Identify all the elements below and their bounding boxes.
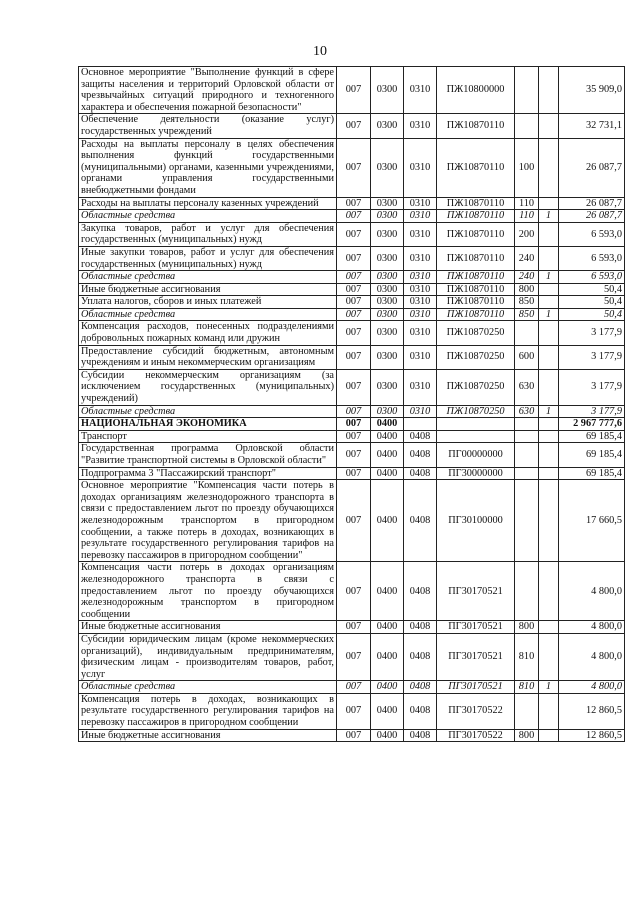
row-target-article: ПЖ10870250: [437, 405, 515, 418]
table-row: [79, 443, 625, 467]
table-row: [79, 418, 625, 431]
table-row: [79, 467, 625, 480]
row-section-code: 0400: [371, 621, 404, 634]
row-target-article: ПЖ10870110: [437, 114, 515, 138]
row-expense-type: 100: [515, 138, 539, 197]
row-subsection-code: 0408: [404, 480, 437, 562]
row-amount: 4 800,0: [559, 621, 625, 634]
row-name: Расходы на выплаты персоналу в целях обеспечения выполнения функций государственными (муниципальными) органами, казенными учреждениями, органами управления государственными внебюджетными фондами: [79, 138, 337, 197]
row-amount: 3 177,9: [559, 405, 625, 418]
row-target-article: ПЖ10870250: [437, 321, 515, 345]
row-amount: 6 593,0: [559, 246, 625, 270]
row-subsection-code: 0310: [404, 222, 437, 246]
row-grbs-code: 007: [337, 729, 371, 742]
table-row: [79, 321, 625, 345]
row-name: Компенсация расходов, понесенных подразделениями добровольных пожарных команд или дружин: [79, 321, 337, 345]
row-expense-type: 850: [515, 296, 539, 309]
table-row: [79, 369, 625, 405]
row-section-code: 0300: [371, 283, 404, 296]
row-amount: 4 800,0: [559, 633, 625, 680]
row-target-article: ПЖ10870110: [437, 271, 515, 284]
row-grbs-code: 007: [337, 467, 371, 480]
row-grbs-code: 007: [337, 693, 371, 729]
row-funding-source: [539, 321, 559, 345]
row-section-code: 0300: [371, 210, 404, 223]
row-amount: 6 593,0: [559, 222, 625, 246]
table-row: [79, 405, 625, 418]
table-row: [79, 246, 625, 270]
row-expense-type: 810: [515, 681, 539, 694]
row-funding-source: 1: [539, 308, 559, 321]
row-amount: 2 967 777,6: [559, 418, 625, 431]
row-funding-source: 1: [539, 271, 559, 284]
row-grbs-code: 007: [337, 443, 371, 467]
row-subsection-code: [404, 418, 437, 431]
row-name: Областные средства: [79, 271, 337, 284]
row-subsection-code: 0408: [404, 467, 437, 480]
row-target-article: ПЖ10870110: [437, 138, 515, 197]
row-expense-type: 600: [515, 345, 539, 369]
row-amount: 35 909,0: [559, 67, 625, 114]
row-funding-source: [539, 467, 559, 480]
row-funding-source: [539, 480, 559, 562]
row-funding-source: [539, 369, 559, 405]
row-grbs-code: 007: [337, 562, 371, 621]
row-expense-type: 110: [515, 210, 539, 223]
row-target-article: ПГ30170522: [437, 729, 515, 742]
row-name: Обеспечение деятельности (оказание услуг) государственных учреждений: [79, 114, 337, 138]
row-grbs-code: 007: [337, 138, 371, 197]
row-section-code: 0400: [371, 418, 404, 431]
row-amount: 69 185,4: [559, 443, 625, 467]
row-grbs-code: 007: [337, 67, 371, 114]
row-grbs-code: 007: [337, 114, 371, 138]
row-grbs-code: 007: [337, 480, 371, 562]
row-amount: 12 860,5: [559, 693, 625, 729]
row-subsection-code: 0408: [404, 729, 437, 742]
row-target-article: ПЖ10870110: [437, 246, 515, 270]
row-subsection-code: 0310: [404, 308, 437, 321]
row-section-code: 0400: [371, 693, 404, 729]
row-subsection-code: 0310: [404, 296, 437, 309]
table-row: [79, 693, 625, 729]
row-expense-type: 110: [515, 197, 539, 210]
row-section-code: 0300: [371, 271, 404, 284]
row-target-article: ПЖ10870110: [437, 210, 515, 223]
row-name: Иные бюджетные ассигнования: [79, 283, 337, 296]
row-amount: 26 087,7: [559, 210, 625, 223]
row-expense-type: [515, 467, 539, 480]
row-amount: 26 087,7: [559, 197, 625, 210]
row-amount: 32 731,1: [559, 114, 625, 138]
row-target-article: ПЖ10870110: [437, 222, 515, 246]
row-section-code: 0300: [371, 369, 404, 405]
row-subsection-code: 0310: [404, 138, 437, 197]
row-funding-source: [539, 345, 559, 369]
row-target-article: ПЖ10870110: [437, 283, 515, 296]
row-section-code: 0400: [371, 467, 404, 480]
row-target-article: [437, 430, 515, 443]
row-name: Основное мероприятие "Компенсация части потерь в доходах организациям железнодорожного транспорта в связи с предоставлением льгот по проезду обучающихся железнодорожным транспортом в пригородном сообщении, а также потерь в доходах, возникающих в результате государственного регулирования тарифов на перевозку пассажиров в пригородном сообщении": [79, 480, 337, 562]
row-name: Субсидии юридическим лицам (кроме некоммерческих организаций), индивидуальным предпринимателям, физическим лицам - производителям товаров, работ, услуг: [79, 633, 337, 680]
row-expense-type: [515, 480, 539, 562]
budget-table-body: [79, 67, 625, 742]
row-expense-type: 240: [515, 271, 539, 284]
row-target-article: [437, 418, 515, 431]
row-section-code: 0400: [371, 430, 404, 443]
row-section-code: 0300: [371, 345, 404, 369]
row-funding-source: [539, 418, 559, 431]
row-funding-source: [539, 693, 559, 729]
table-row: [79, 729, 625, 742]
row-section-code: 0400: [371, 562, 404, 621]
row-name: Областные средства: [79, 210, 337, 223]
row-target-article: ПГ30170521: [437, 633, 515, 680]
row-amount: 3 177,9: [559, 321, 625, 345]
page-number: 10: [313, 44, 327, 59]
row-funding-source: [539, 283, 559, 296]
row-target-article: ПЖ10870110: [437, 197, 515, 210]
row-expense-type: 240: [515, 246, 539, 270]
row-funding-source: [539, 67, 559, 114]
row-expense-type: 800: [515, 283, 539, 296]
row-grbs-code: 007: [337, 283, 371, 296]
row-subsection-code: 0408: [404, 693, 437, 729]
row-amount: 69 185,4: [559, 430, 625, 443]
row-grbs-code: 007: [337, 369, 371, 405]
row-section-code: 0300: [371, 138, 404, 197]
row-name: Субсидии некоммерческим организациям (за исключением государственных (муниципальных) учреждений): [79, 369, 337, 405]
row-grbs-code: 007: [337, 321, 371, 345]
row-funding-source: 1: [539, 210, 559, 223]
table-row: [79, 283, 625, 296]
row-target-article: ПГ30170521: [437, 621, 515, 634]
row-target-article: ПГ30170521: [437, 562, 515, 621]
row-name: Компенсация потерь в доходах, возникающих в результате государственного регулирования тарифов на перевозку пассажиров в пригородном сообщении: [79, 693, 337, 729]
table-row: [79, 222, 625, 246]
row-target-article: ПЖ10870250: [437, 369, 515, 405]
row-amount: 26 087,7: [559, 138, 625, 197]
row-target-article: ПЖ10870250: [437, 345, 515, 369]
row-grbs-code: 007: [337, 296, 371, 309]
table-row: [79, 480, 625, 562]
row-expense-type: [515, 562, 539, 621]
row-grbs-code: 007: [337, 271, 371, 284]
row-subsection-code: 0408: [404, 443, 437, 467]
table-row: [79, 430, 625, 443]
row-name: Расходы на выплаты персоналу казенных учреждений: [79, 197, 337, 210]
row-subsection-code: 0310: [404, 405, 437, 418]
row-section-code: 0300: [371, 321, 404, 345]
table-row: [79, 308, 625, 321]
row-grbs-code: 007: [337, 418, 371, 431]
row-subsection-code: 0408: [404, 621, 437, 634]
row-amount: 4 800,0: [559, 681, 625, 694]
row-expense-type: [515, 114, 539, 138]
row-section-code: 0300: [371, 222, 404, 246]
table-row: [79, 138, 625, 197]
table-row: [79, 562, 625, 621]
row-subsection-code: 0310: [404, 246, 437, 270]
row-subsection-code: 0310: [404, 321, 437, 345]
row-name: Уплата налогов, сборов и иных платежей: [79, 296, 337, 309]
row-amount: 69 185,4: [559, 467, 625, 480]
row-subsection-code: 0408: [404, 562, 437, 621]
row-subsection-code: 0310: [404, 197, 437, 210]
row-amount: 4 800,0: [559, 562, 625, 621]
row-grbs-code: 007: [337, 405, 371, 418]
row-name: Предоставление субсидий бюджетным, автономным учреждениям и иным некоммерческим организациям: [79, 345, 337, 369]
row-section-code: 0300: [371, 296, 404, 309]
table-row: [79, 345, 625, 369]
row-target-article: ПЖ10870110: [437, 296, 515, 309]
row-grbs-code: 007: [337, 681, 371, 694]
row-subsection-code: 0408: [404, 633, 437, 680]
row-expense-type: 630: [515, 405, 539, 418]
row-target-article: ПГ30170522: [437, 693, 515, 729]
row-subsection-code: 0408: [404, 430, 437, 443]
row-target-article: ПГ30170521: [437, 681, 515, 694]
row-funding-source: [539, 443, 559, 467]
row-subsection-code: 0408: [404, 681, 437, 694]
row-funding-source: 1: [539, 405, 559, 418]
row-grbs-code: 007: [337, 633, 371, 680]
row-name: Иные закупки товаров, работ и услуг для обеспечения государственных (муниципальных) нужд: [79, 246, 337, 270]
row-subsection-code: 0310: [404, 271, 437, 284]
row-funding-source: [539, 621, 559, 634]
row-amount: 6 593,0: [559, 271, 625, 284]
row-expense-type: [515, 418, 539, 431]
row-section-code: 0400: [371, 681, 404, 694]
row-subsection-code: 0310: [404, 345, 437, 369]
row-expense-type: 800: [515, 729, 539, 742]
row-grbs-code: 007: [337, 621, 371, 634]
row-name: Подпрограмма 3 "Пассажирский транспорт": [79, 467, 337, 480]
row-funding-source: [539, 430, 559, 443]
row-amount: 50,4: [559, 296, 625, 309]
row-section-code: 0300: [371, 308, 404, 321]
row-funding-source: [539, 296, 559, 309]
row-funding-source: [539, 197, 559, 210]
table-row: [79, 296, 625, 309]
row-target-article: ПГ30000000: [437, 467, 515, 480]
row-name: Иные бюджетные ассигнования: [79, 729, 337, 742]
row-grbs-code: 007: [337, 430, 371, 443]
row-expense-type: [515, 430, 539, 443]
row-name: НАЦИОНАЛЬНАЯ ЭКОНОМИКА: [79, 418, 337, 431]
row-grbs-code: 007: [337, 246, 371, 270]
row-name: Транспорт: [79, 430, 337, 443]
row-funding-source: [539, 729, 559, 742]
row-grbs-code: 007: [337, 308, 371, 321]
row-grbs-code: 007: [337, 222, 371, 246]
row-amount: 3 177,9: [559, 345, 625, 369]
row-name: Закупка товаров, работ и услуг для обеспечения государственных (муниципальных) нужд: [79, 222, 337, 246]
row-target-article: ПГ30100000: [437, 480, 515, 562]
table-row: [79, 271, 625, 284]
row-subsection-code: 0310: [404, 210, 437, 223]
row-name: Государственная программа Орловской области "Развитие транспортной системы в Орловской области": [79, 443, 337, 467]
row-amount: 50,4: [559, 308, 625, 321]
row-section-code: 0400: [371, 480, 404, 562]
row-expense-type: 200: [515, 222, 539, 246]
row-section-code: 0300: [371, 114, 404, 138]
row-subsection-code: 0310: [404, 67, 437, 114]
row-subsection-code: 0310: [404, 283, 437, 296]
row-funding-source: 1: [539, 681, 559, 694]
row-name: Основное мероприятие "Выполнение функций в сфере защиты населения и территорий Орловской области от чрезвычайных ситуаций природного и техногенного характера и обеспечения пожарной безопасности": [79, 67, 337, 114]
row-section-code: 0300: [371, 197, 404, 210]
row-name: Областные средства: [79, 308, 337, 321]
row-funding-source: [539, 138, 559, 197]
row-grbs-code: 007: [337, 210, 371, 223]
table-row: [79, 114, 625, 138]
row-expense-type: [515, 321, 539, 345]
table-row: [79, 67, 625, 114]
row-section-code: 0400: [371, 443, 404, 467]
row-funding-source: [539, 222, 559, 246]
row-amount: 3 177,9: [559, 369, 625, 405]
table-row: [79, 621, 625, 634]
table-row: [79, 633, 625, 680]
row-amount: 50,4: [559, 283, 625, 296]
row-expense-type: 630: [515, 369, 539, 405]
row-grbs-code: 007: [337, 345, 371, 369]
table-row: [79, 210, 625, 223]
row-expense-type: [515, 443, 539, 467]
row-section-code: 0300: [371, 405, 404, 418]
row-expense-type: 810: [515, 633, 539, 680]
row-name: Областные средства: [79, 681, 337, 694]
row-name: Компенсация части потерь в доходах организациям железнодорожного транспорта в связи с предоставлением льгот по проезду обучающихся железнодорожным транспортом в пригородном сообщении: [79, 562, 337, 621]
row-section-code: 0400: [371, 633, 404, 680]
budget-table: [78, 66, 625, 742]
row-expense-type: [515, 67, 539, 114]
row-expense-type: 850: [515, 308, 539, 321]
row-target-article: ПГ00000000: [437, 443, 515, 467]
row-subsection-code: 0310: [404, 114, 437, 138]
row-amount: 12 860,5: [559, 729, 625, 742]
row-section-code: 0400: [371, 729, 404, 742]
table-row: [79, 681, 625, 694]
row-expense-type: 800: [515, 621, 539, 634]
row-grbs-code: 007: [337, 197, 371, 210]
row-funding-source: [539, 562, 559, 621]
row-name: Областные средства: [79, 405, 337, 418]
row-subsection-code: 0310: [404, 369, 437, 405]
row-section-code: 0300: [371, 67, 404, 114]
row-funding-source: [539, 114, 559, 138]
row-expense-type: [515, 693, 539, 729]
row-funding-source: [539, 246, 559, 270]
row-section-code: 0300: [371, 246, 404, 270]
row-amount: 17 660,5: [559, 480, 625, 562]
table-row: [79, 197, 625, 210]
row-target-article: ПЖ10800000: [437, 67, 515, 114]
row-funding-source: [539, 633, 559, 680]
row-name: Иные бюджетные ассигнования: [79, 621, 337, 634]
row-target-article: ПЖ10870110: [437, 308, 515, 321]
